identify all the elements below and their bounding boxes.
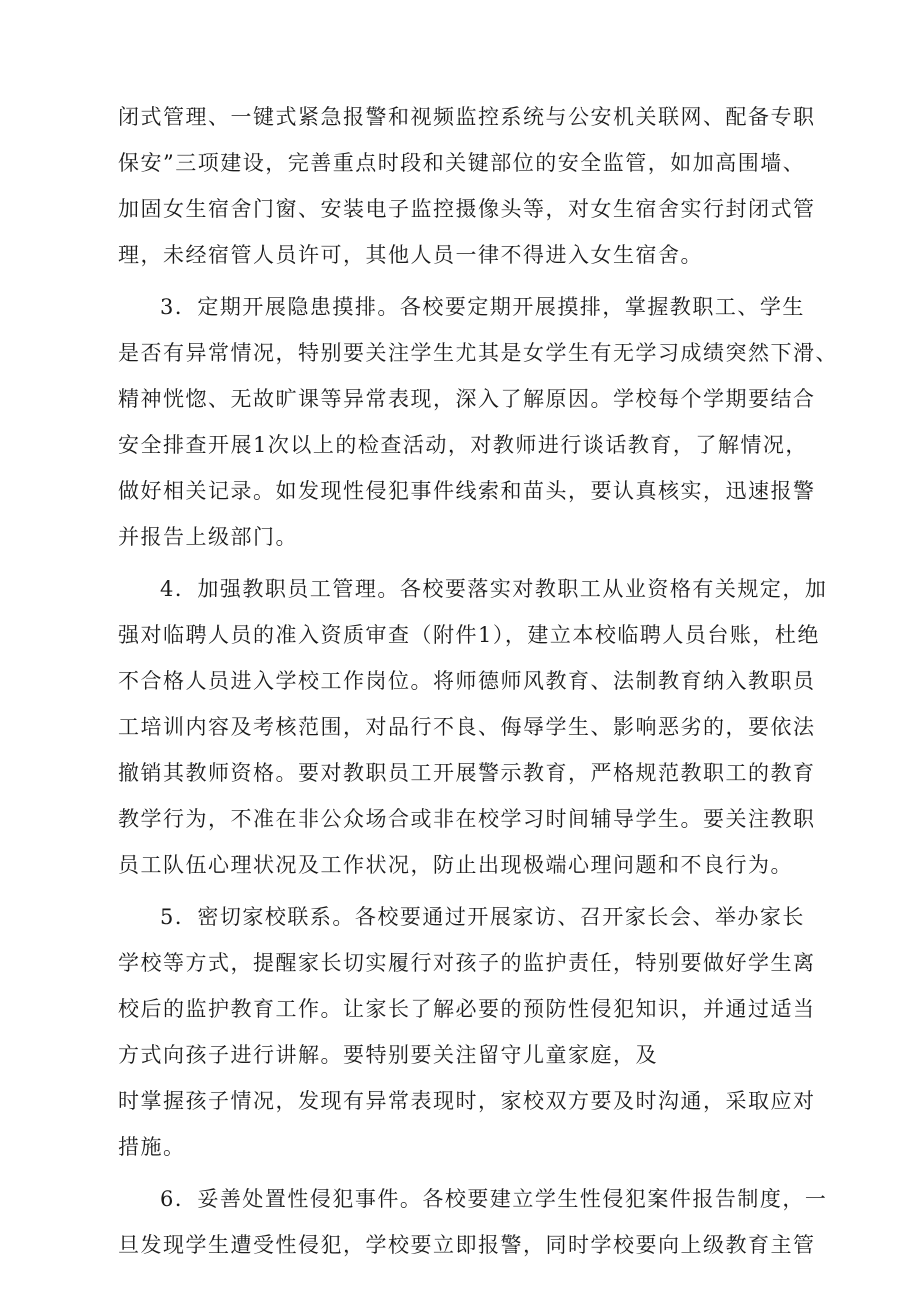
text-line: 工培训内容及考核范围，对品行不良、侮辱学生、影响恶劣的，要依法: [118, 715, 816, 739]
body-text: [118, 94, 838, 1268]
text-line: 保安”三项建设，完善重点时段和关键部位的安全监管，如加高围墙、: [118, 151, 806, 175]
section-6-heading-line: 6．妥善处置性侵犯事件。各校要建立学生性侵犯案件报告制度，一: [160, 1187, 828, 1211]
text-line: 是否有异常情况，特别要关注学生尤其是女学生有无学习成绩突然下滑、: [118, 341, 838, 365]
text-line: 安全排查开展1次以上的检查活动，对教师进行谈话教育，了解情况，: [118, 433, 808, 457]
text-line: 学校等方式，提醒家长切实履行对孩子的监护责任，特别要做好学生离: [118, 951, 816, 975]
text-line: 校后的监护教育工作。让家长了解必要的预防性侵犯知识，并通过适当: [118, 997, 816, 1021]
text-line: 不合格人员进入学校工作岗位。将师德师风教育、法制教育纳入教职员: [118, 669, 816, 693]
text-line: 措施。: [118, 1135, 186, 1159]
section-3-heading-line: 3．定期开展隐患摸排。各校要定期开展摸排，掌握教职工、学生: [160, 295, 805, 319]
section-4-heading-line: 4．加强教职员工管理。各校要落实对教职工从业资格有关规定，加: [160, 577, 828, 601]
text-line: 方式向孩子进行讲解。要特别要关注留守儿童家庭，及: [118, 1043, 658, 1067]
text-line: 精神恍惚、无故旷课等异常表现，深入了解原因。学校每个学期要结合: [118, 387, 816, 411]
section-5-heading-line: 5．密切家校联系。各校要通过开展家访、召开家长会、举办家长: [160, 905, 805, 929]
text-line: 时掌握孩子情况，发现有异常表现时，家校双方要及时沟通，采取应对: [118, 1089, 816, 1113]
text-line: 理，未经宿管人员许可，其他人员一律不得进入女生宿舍。: [118, 243, 703, 267]
text-line: 闭式管理、一键式紧急报警和视频监控系统与公安机关联网、配备专职: [118, 105, 816, 129]
text-line: 旦发现学生遭受性侵犯，学校要立即报警，同时学校要向上级教育主管: [118, 1233, 816, 1257]
text-line: 并报告上级部门。: [118, 525, 298, 549]
text-line: 加固女生宿舍门窗、安装电子监控摄像头等，对女生宿舍实行封闭式管: [118, 197, 816, 221]
text-line: 撤销其教师资格。要对教职员工开展警示教育，严格规范教职工的教育: [118, 761, 816, 785]
text-line: 教学行为，不准在非公众场合或非在校学习时间辅导学生。要关注教职: [118, 807, 816, 831]
text-line: 员工队伍心理状况及工作状况，防止出现极端心理问题和不良行为。: [118, 853, 793, 877]
text-line: 做好相关记录。如发现性侵犯事件线索和苗头，要认真核实，迅速报警: [118, 479, 816, 503]
text-line: 强对临聘人员的准入资质审查（附件1），建立本校临聘人员台账，杜绝: [118, 623, 820, 647]
